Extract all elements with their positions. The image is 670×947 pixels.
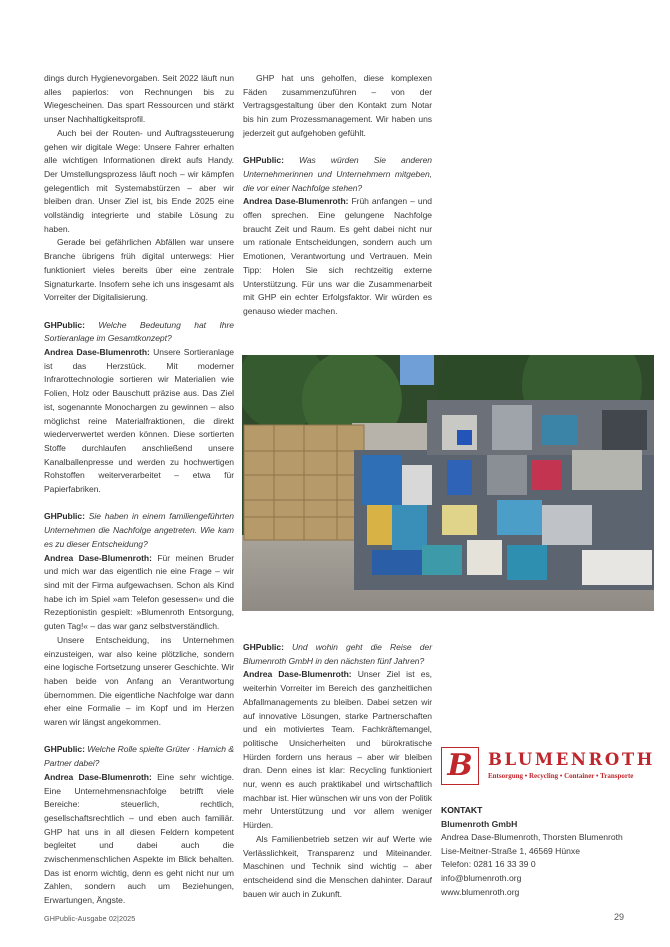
interviewee-label: Andrea Dase-Blumenroth: [243, 669, 352, 680]
article-column-3 [243, 641, 432, 901]
contact-heading: KONTAKT [441, 805, 483, 815]
interviewee-label: Andrea Dase-Blumenroth: [44, 771, 152, 782]
question-text: Und wohin geht die Reise der Blumenroth GmbH in den nächsten fünf Jahren? [243, 642, 432, 666]
interview-answer [243, 668, 432, 832]
answer-text: Für meinen Bruder und mich war das eigentlich nie eine Frage – wir sind mit der Firma aufgewachsen. Schon als Kind habe ich im Spiel »am Telefon gesessen« und die Rezeptionistin gespielt: »Blumenroth Entsorgung, guten Tag!« – das war ganz selbstverständlich. [44, 552, 234, 632]
article-column-2 [243, 72, 432, 319]
contact-website[interactable]: www.blumenroth.org [441, 886, 520, 897]
article-column-1 [44, 72, 234, 908]
blumenroth-logo [441, 747, 659, 789]
question-text: Sie haben in einem familiengeführten Unternehmen die Nachfolge angetreten. Wie kam es zu dieser Entscheidung? [44, 511, 234, 549]
interview-answer [44, 552, 234, 634]
answer-text: Eine sehr wichtige. Eine Unternehmensnachfolge betrifft viele Bereiche: steuerlich, rechtlich, gesellschaftsrechtlich – und eben auch familiär. GHP hat uns in all diesen Feldern kompetent begleitet und dabei auch die zwischenmenschlichen Aspekte im Blick behalten. Das ist enorm wichtig, denn es geht nicht nur um Zahlen, sondern auch um Beziehungen, Erwartungen, Ängste. [44, 771, 234, 906]
contact-email[interactable]: info@blumenroth.org [441, 872, 522, 883]
answer-text: Unsere Sortieranlage ist das Herzstück. Mit moderner Infrarottechnologie sortieren wir Materialien wie Folien, Holz oder Bauschutt präzise aus. Das Ziel ist, sogenannte Monochargen zu gewinnen – also möglichst reine Materialfraktionen, die direkt wiederverwertet werden können. Diese sortierten Stoffe durchlaufen anschließend unsere Kanalballenpresse und werden zu hochwertigen Rohstoffen weiterverarbeitet – etwa für Papierfabriken. [44, 347, 234, 495]
interviewer-label: GHPublic: [44, 511, 85, 522]
question-text: Was würden Sie anderen Unternehmerinnen und Unternehmern mitgeben, die vor einer Nachfolge stehen? [243, 155, 433, 193]
contact-people: Andrea Dase-Blumenroth, Thorsten Blumenroth [441, 832, 623, 843]
interviewer-label: GHPublic: [243, 155, 284, 166]
interview-question [243, 154, 432, 195]
paragraph: GHP hat uns geholfen, diese komplexen Fäden zusammenzuführen – von der Vertragsgestaltung über den Kontakt zum Notar bis hin zum Prozessmanagement. Wir haben uns jederzeit gut aufgehoben gefühlt. [243, 73, 432, 138]
interviewee-label: Andrea Dase-Blumenroth: [243, 196, 349, 207]
logo-monogram-box [441, 747, 479, 785]
interviewer-label: GHPublic: [243, 642, 284, 652]
interview-question [44, 510, 234, 551]
contact-company: Blumenroth GmbH [441, 818, 518, 829]
answer-text: Unser Ziel ist es, weiterhin Vorreiter im Bereich des ganzheitlichen Abfallmanagements zu bleiben. Dabei setzen wir auf innovative Lösungen, starke Partnerschaften und ein motiviertes Team. Fachkräftemangel, politische Unsicherheiten und bürokratische Hürden fordern uns heraus – aber wir bleiben dran. Denn eines ist klar: Recycling funktioniert nur, wenn es auch praktikabel und wirtschaftlich machbar ist. Hier wünschen wir uns von der Politik mehr Unterstützung und vor allem weniger Hürden. [243, 669, 432, 831]
answer-text: Früh anfangen – und offen sprechen. Eine gelungene Nachfolge braucht Zeit und Raum. Es geht dabei nicht nur um rationale Entscheidungen, sondern auch um Emotionen, Verantwortung und Vertrauen. Mein Tipp: Holen Sie sich rechtzeitig externe Unterstützung. Für uns war die Zusammenarbeit mit GHP ein echter Erfolgsfaktor. Wir würden es genauso wieder machen. [243, 196, 432, 316]
interviewee-label: Andrea Dase-Blumenroth: [44, 347, 150, 358]
logo-tagline: Entsorgung • Recycling • Container • Transporte [488, 772, 634, 780]
paragraph: Unsere Entscheidung, ins Unternehmen einzusteigen, war also keine plötzliche, sondern eine logische Fortsetzung unserer Geschichte. Wir haben beide von Anfang an Verantwortung übernommen. Die eigentliche Nachfolge war dann eher eine Formalie – im Kopf und im Herzen waren wir längst angekommen. [44, 634, 234, 728]
interviewer-label: GHPublic: [44, 319, 85, 330]
cardboard-bales [244, 425, 364, 540]
interviewee-label: Andrea Dase-Blumenroth: [44, 552, 152, 563]
interview-answer [44, 346, 234, 497]
interviewer-label: GHPublic: [44, 744, 85, 755]
interview-answer [243, 195, 432, 318]
question-text: Welche Bedeutung hat Ihre Sortieranlage im Gesamtkonzept? [44, 319, 234, 344]
paragraph: Als Familienbetrieb setzen wir auf Werte wie Verlässlichkeit, Transparenz und Miteinander. Maschinen und Technik sind wichtig – aber entscheidend sind die Menschen dahinter. Darauf bauen wir auch in Zukunft. [243, 833, 432, 899]
interview-question [243, 641, 432, 668]
photo-illustration [242, 355, 654, 611]
question-text: Welche Rolle spielte Grüter · Hamich & Partner dabei? [44, 744, 234, 769]
paragraph: Auch bei der Routen- und Auftragssteuerung gehen wir digitale Wege: Unsere Fahrer erhalten alle wichtigen Informationen direkt aufs Handy. Der Umstellungsprozess läuft noch – wir kämpfen gelegentlich mit Systemabstürzen – aber wir bleiben dran. Unser Ziel ist, bis Ende 2025 eine vollständig integrierte und stabile Lösung zu haben. [44, 127, 234, 234]
paragraph: Gerade bei gefährlichen Abfällen war unsere Branche übrigens früh digital unterwegs: Hier funktioniert vieles bereits über eine zentrale Signaturkarte. Insofern sehe ich uns insgesamt als Vorreiter der Digitalisierung. [44, 237, 234, 303]
paragraph: dings durch Hygienevorgaben. Seit 2022 läuft nun alles papierlos: von Rechnungen bis zu Wiegescheinen. Das spart Ressourcen und stärkt unser Nachhaltigkeitsprofil. [44, 73, 234, 125]
contact-address: Lise-Meitner-Straße 1, 46569 Hünxe [441, 845, 581, 856]
footer-issue: GHPublic-Ausgabe 02|2025 [44, 914, 136, 923]
recycling-bales-photo [242, 355, 654, 611]
page-number: 29 [614, 912, 625, 922]
logo-monogram: B [447, 748, 473, 783]
contact-block [441, 804, 661, 899]
interview-question [44, 319, 234, 346]
contact-phone: Telefon: 0281 16 33 39 0 [441, 859, 536, 870]
interview-answer [44, 771, 234, 908]
logo-wordmark: BLUMENROTH [488, 750, 655, 769]
interview-question [44, 743, 234, 770]
